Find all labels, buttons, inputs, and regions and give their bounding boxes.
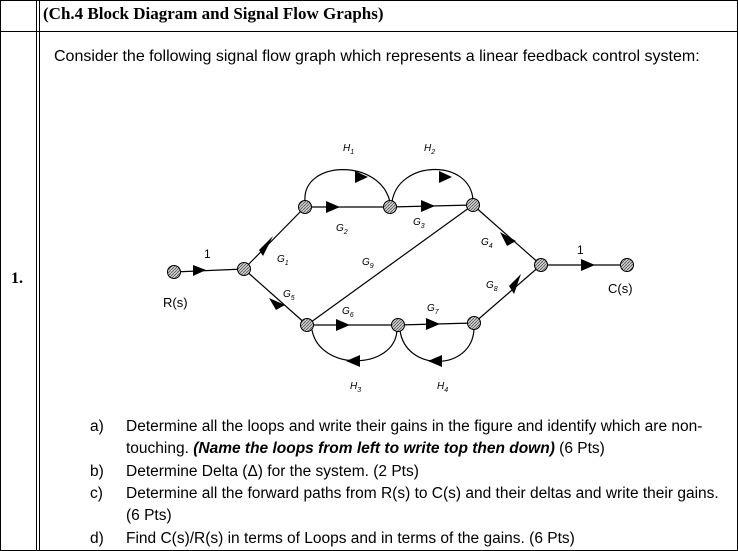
gain-g7-label: $G_7$ xyxy=(427,303,439,316)
arrow-in xyxy=(193,265,206,276)
arrow-g3 xyxy=(421,200,435,212)
node-7 xyxy=(392,319,405,332)
gain-h3-label: $H_3$ xyxy=(350,381,362,394)
gain-g6-label: $G_6$ xyxy=(342,306,354,319)
part-a-label: a) xyxy=(90,418,104,435)
node-input xyxy=(168,266,181,279)
arrow-h3 xyxy=(346,355,360,367)
part-a-points: (6 Pts) xyxy=(554,440,605,457)
gain-h1-label: $H_1$ xyxy=(343,143,355,156)
arrow-g4 xyxy=(500,232,516,246)
table-divider xyxy=(36,0,37,551)
part-c-text: Determine all the forward paths from R(s) to C(s) and their deltas and write their gains. (6 Pts) xyxy=(126,485,719,524)
gain-g2-label: $G_2$ xyxy=(336,223,348,236)
output-label: C(s) xyxy=(608,281,633,296)
branch-in xyxy=(174,269,244,272)
node-6 xyxy=(301,319,314,332)
gain-g5-label: $G_5$ xyxy=(283,289,295,302)
node-5 xyxy=(535,259,548,272)
question-intro: Consider the following signal flow graph which represents a linear feedback control system: xyxy=(54,48,700,65)
gain-in-label: 1 xyxy=(204,247,211,261)
arrow-g2 xyxy=(326,201,340,213)
gain-g4-label: $G_4$ xyxy=(481,237,493,250)
branch-g8 xyxy=(474,265,541,323)
arrow-out xyxy=(581,259,595,271)
branch-g1 xyxy=(244,207,305,269)
gain-h4-label: $H_4$ xyxy=(437,381,449,394)
part-d-label: d) xyxy=(90,530,104,547)
arrow-h4 xyxy=(428,355,442,367)
part-a-text xyxy=(126,416,736,460)
gain-g8-label: $G_8$ xyxy=(486,280,498,293)
loop-h3 xyxy=(312,330,397,361)
arrow-h2 xyxy=(439,171,452,183)
branch-g4 xyxy=(473,205,541,265)
branch-g5 xyxy=(244,269,307,325)
table-divider-inner xyxy=(39,0,40,551)
loop-h4 xyxy=(400,329,474,361)
header-rule xyxy=(0,31,738,32)
node-1 xyxy=(238,263,251,276)
part-b-label: b) xyxy=(90,463,104,480)
loop-h2 xyxy=(392,169,473,202)
node-2 xyxy=(299,201,312,214)
arrow-g1 xyxy=(259,236,273,256)
loop-h1 xyxy=(305,170,390,202)
gain-g3-label: $G_3$ xyxy=(413,217,425,230)
signal-flow-graph xyxy=(140,130,660,395)
part-d-text: Find C(s)/R(s) in terms of Loops and in terms of the gains. (6 Pts) xyxy=(126,530,575,547)
part-a-emphasis: (Name the loops from left to write top then down) xyxy=(193,440,555,457)
arrow-g6 xyxy=(336,319,350,331)
page-title: (Ch.4 Block Diagram and Signal Flow Graphs) xyxy=(43,4,384,23)
part-b-text: Determine Delta (Δ) for the system. (2 Pts) xyxy=(126,463,419,480)
gain-g1-label: $G_1$ xyxy=(277,254,289,267)
arrow-g7 xyxy=(426,318,440,330)
gain-out-label: 1 xyxy=(577,243,584,257)
node-output xyxy=(621,259,634,272)
node-8 xyxy=(468,317,481,330)
question-number: 1. xyxy=(11,270,23,287)
branch-g9 xyxy=(307,205,473,325)
input-label: R(s) xyxy=(163,295,188,310)
part-c-label: c) xyxy=(90,485,103,502)
node-3 xyxy=(384,201,397,214)
gain-g9-label: $G_9$ xyxy=(362,257,374,270)
node-4 xyxy=(467,199,480,212)
gain-h2-label: $H_2$ xyxy=(424,143,436,156)
part-a-text-main: Determine all the loops and write their gains in the figure and identify which are non-touching. xyxy=(126,418,703,457)
